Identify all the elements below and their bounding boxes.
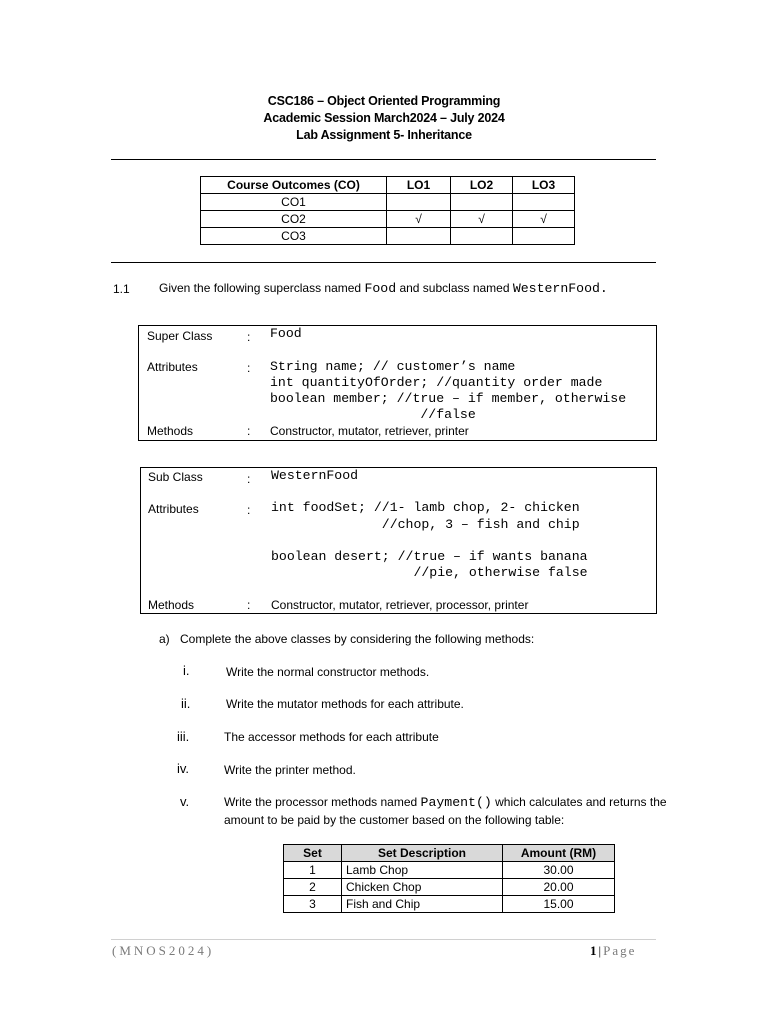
colon: : (247, 424, 251, 438)
table-row (201, 194, 575, 211)
question-intro-text: Given the following superclass named (159, 281, 365, 295)
course-outcomes-table (200, 176, 575, 245)
table-cell: 20.00 (503, 879, 615, 896)
table-cell: 3 (284, 896, 342, 913)
table-row (284, 896, 615, 913)
page-indicator (590, 943, 636, 959)
table-cell (513, 228, 575, 245)
table-header-cell: LO3 (513, 177, 575, 194)
table-cell (513, 194, 575, 211)
question-intro (159, 281, 608, 296)
footer-code: (MNOS2024) (112, 943, 215, 958)
methods-label: Methods (147, 424, 194, 438)
attribute-line: int foodSet; //1- lamb chop, 2- chicken (271, 500, 580, 515)
table-header-row (201, 177, 575, 194)
attribute-line: //pie, otherwise false (271, 565, 588, 580)
colon: : (247, 330, 251, 344)
list-item-number: ii. (181, 696, 191, 711)
superclass-name-code: Food (364, 281, 397, 296)
table-cell (387, 194, 451, 211)
table-header-cell: Amount (RM) (503, 845, 615, 862)
table-cell: 30.00 (503, 862, 615, 879)
subclass-name-code: WesternFood. (512, 281, 608, 296)
table-cell: CO3 (201, 228, 387, 245)
page-number: 1 (590, 943, 599, 958)
list-item-number: iv. (177, 761, 190, 776)
table-cell: Fish and Chip (342, 896, 503, 913)
table-header-cell: Set (284, 845, 342, 862)
page-word: Page (603, 943, 637, 958)
attribute-line: int quantityOfOrder; //quantity order made (270, 375, 603, 390)
table-cell: 1 (284, 862, 342, 879)
question-number: 1.1 (113, 282, 130, 296)
list-item-text-line2: amount to be paid by the customer based on the following table: (224, 813, 565, 827)
doc-title-course: CSC186 – Object Oriented Programming (267, 94, 501, 108)
page-separator: | (598, 943, 604, 958)
divider-top (111, 159, 656, 160)
table-cell: Lamb Chop (342, 862, 503, 879)
list-item-number: i. (183, 663, 190, 678)
table-cell: Chicken Chop (342, 879, 503, 896)
super-class-value: Food (270, 326, 302, 341)
doc-title-session: Academic Session March2024 – July 2024 (263, 111, 505, 125)
table-cell (451, 228, 513, 245)
subclass-box (140, 467, 657, 614)
table-row (201, 228, 575, 245)
question-intro-text: and subclass named (396, 281, 513, 295)
list-item-text: Write the printer method. (224, 763, 356, 777)
table-cell: 15.00 (503, 896, 615, 913)
table-cell: 2 (284, 879, 342, 896)
methods-label: Methods (148, 598, 195, 612)
sub-class-value: WesternFood (271, 468, 359, 483)
colon: : (247, 472, 251, 486)
part-a-text: Complete the above classes by considering the following methods: (180, 632, 535, 646)
methods-value: Constructor, mutator, retriever, processor, printer (271, 598, 529, 612)
table-header-cell: LO1 (387, 177, 451, 194)
sub-class-label: Sub Class (148, 470, 203, 484)
table-row (284, 862, 615, 879)
table-cell: CO2 (201, 211, 387, 228)
methods-value: Constructor, mutator, retriever, printer (270, 424, 469, 438)
list-item-text (224, 795, 667, 810)
footer-divider (111, 939, 656, 940)
colon: : (247, 361, 251, 375)
table-header-cell: Course Outcomes (CO) (201, 177, 387, 194)
list-item-number: iii. (177, 729, 190, 744)
list-item-text-part: which calculates and returns the (491, 795, 667, 809)
attribute-line: boolean member; //true – if member, otherwise (270, 391, 627, 406)
table-header-row (284, 845, 615, 862)
table-cell: √ (513, 211, 575, 228)
table-cell (387, 228, 451, 245)
table-header-cell: LO2 (451, 177, 513, 194)
divider-bottom (111, 262, 656, 263)
colon: : (247, 598, 251, 612)
attribute-line: boolean desert; //true – if wants banana (271, 549, 588, 564)
payment-method-code: Payment() (420, 795, 492, 810)
list-item-text: Write the mutator methods for each attribute. (226, 697, 464, 711)
table-header-cell: Set Description (342, 845, 503, 862)
table-row (284, 879, 615, 896)
table-cell: √ (387, 211, 451, 228)
table-cell: CO1 (201, 194, 387, 211)
table-cell (451, 194, 513, 211)
attribute-line: //false (270, 407, 476, 422)
table-cell: √ (451, 211, 513, 228)
list-item-number: v. (180, 794, 190, 809)
list-item-text: The accessor methods for each attribute (224, 730, 439, 744)
attributes-label: Attributes (147, 360, 198, 374)
superclass-box (138, 325, 657, 441)
table-row (201, 211, 575, 228)
list-item-text: Write the normal constructor methods. (226, 665, 430, 679)
attributes-label: Attributes (148, 502, 199, 516)
doc-title-assignment: Lab Assignment 5- Inheritance (296, 128, 472, 142)
colon: : (247, 503, 251, 517)
part-a-label: a) (159, 632, 170, 646)
price-table (283, 844, 615, 913)
attribute-line: //chop, 3 – fish and chip (271, 517, 580, 532)
attribute-line: String name; // customer’s name (270, 359, 516, 374)
list-item-text-part: Write the processor methods named (224, 795, 421, 809)
super-class-label: Super Class (147, 329, 213, 343)
